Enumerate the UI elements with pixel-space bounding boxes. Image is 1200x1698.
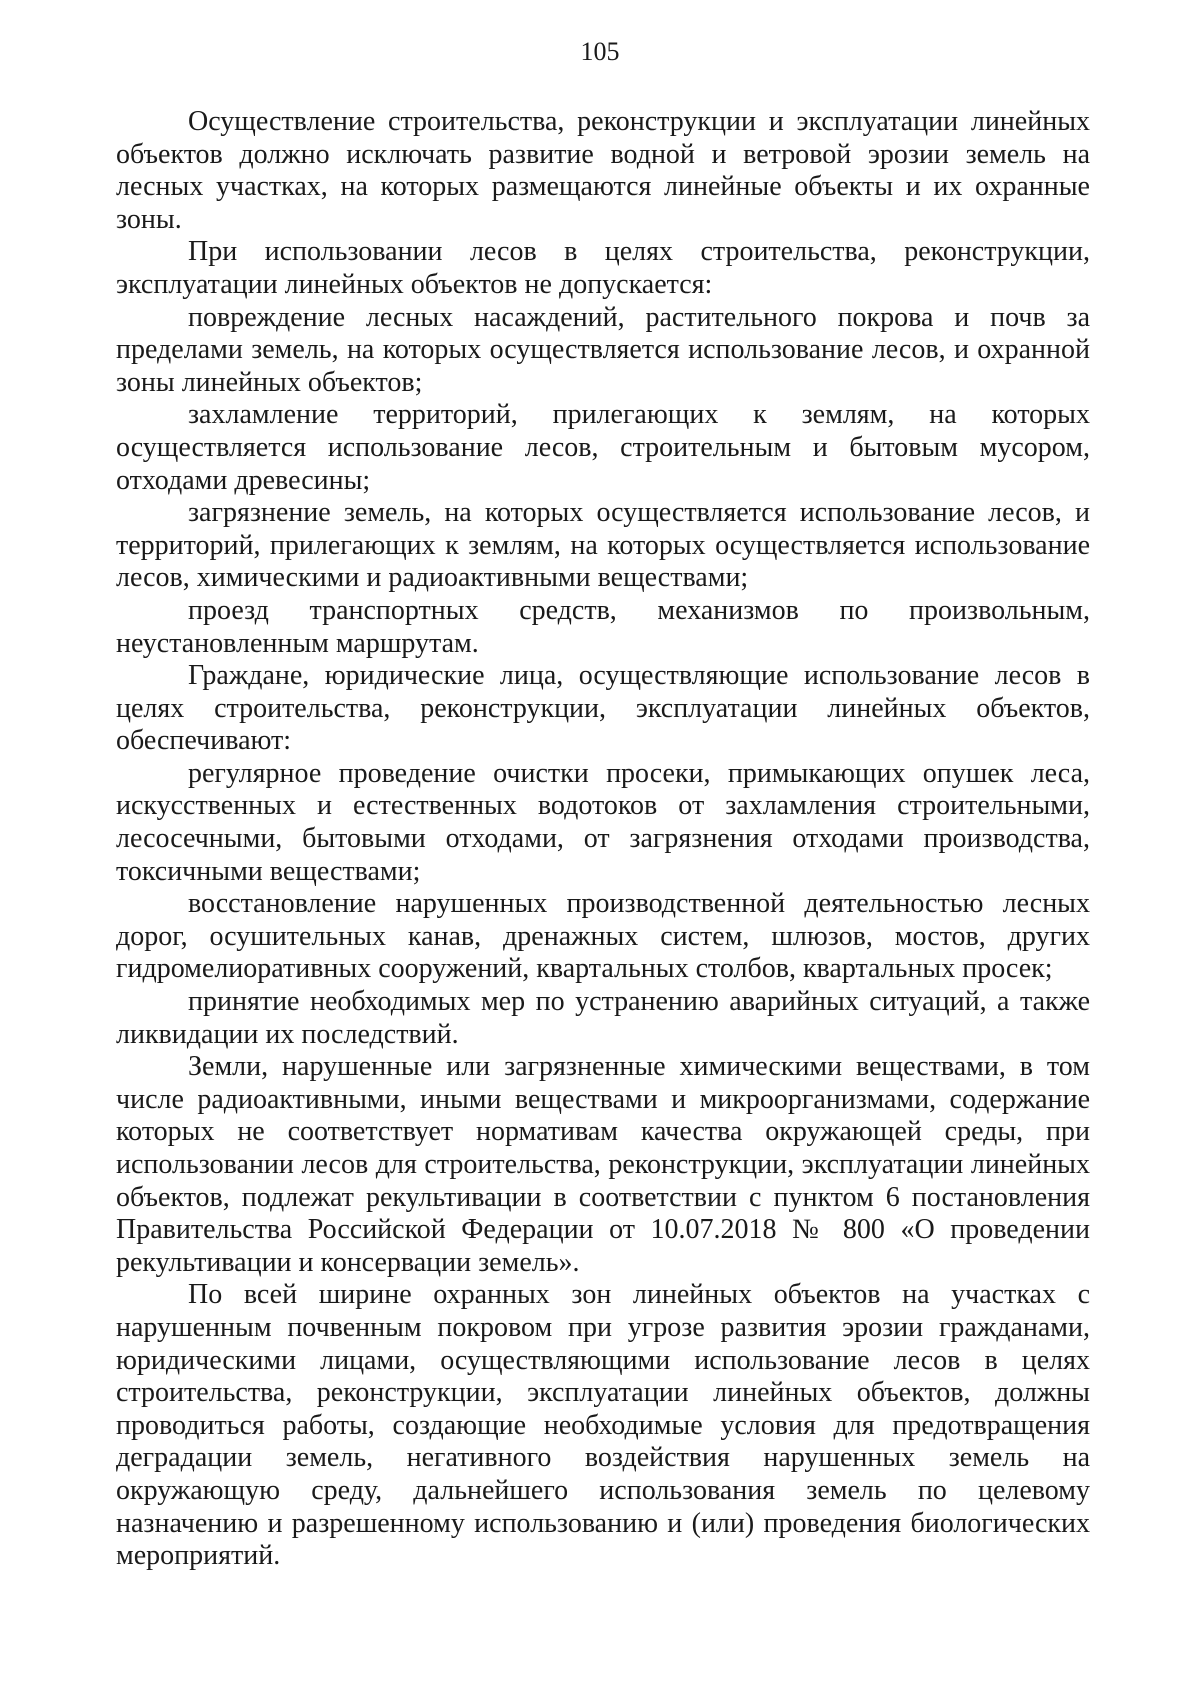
paragraph: повреждение лесных насаждений, растительного покрова и почв за пределами земель, на которых осуществляется использование лесов, и охранной зоны линейных объектов;	[116, 301, 1090, 398]
paragraph: Осуществление строительства, реконструкции и эксплуатации линейных объектов должно исключать развитие водной и ветровой эрозии земель на лесных участках, на которых размещаются линейные объекты и их охранные зоны.	[116, 106, 1090, 235]
paragraph: регулярное проведение очистки просеки, примыкающих опушек леса, искусственных и естественных водотоков от захламления строительными, лесосечными, бытовыми отходами, от загрязнения отходами производства, токсичными веществами;	[116, 757, 1090, 887]
paragraph: восстановление нарушенных производственной деятельностью лесных дорог, осушительных канав, дренажных систем, шлюзов, мостов, других гидромелиоративных сооружений, квартальных столбов, квартальных просек;	[116, 888, 1090, 985]
body-text	[116, 106, 1090, 1573]
page-number: 105	[580, 37, 620, 66]
paragraph: Земли, нарушенные или загрязненные химическими веществами, в том числе радиоактивными, иными веществами и микроорганизмами, содержание которых не соответствует нормативам качества окружающей среды, при использовании лесов для строительства, реконструкции, эксплуатации линейных объектов, подлежат рекультивации в соответствии с пунктом 6 постановления Правительства Российской Федерации от 10.07.2018 № 800 «О проведении рекультивации и консервации земель».	[116, 1051, 1090, 1278]
paragraph: принятие необходимых мер по устранению аварийных ситуаций, а также ликвидации их последствий.	[116, 986, 1090, 1050]
paragraph: При использовании лесов в целях строительства, реконструкции, эксплуатации линейных объектов не допускается:	[116, 236, 1090, 300]
paragraph: проезд транспортных средств, механизмов по произвольным, неустановленным маршрутам.	[116, 594, 1090, 659]
paragraph: По всей ширине охранных зон линейных объектов на участках с нарушенным почвенным покровом при угрозе развития эрозии гражданами, юридическими лицами, осуществляющими использование лесов в целях строительства, реконструкции, эксплуатации линейных объектов, должны проводиться работы, создающие необходимые условия для предотвращения деградации земель, негативного воздействия нарушенных земель на окружающую среду, дальнейшего использования земель по целевому назначению и разрешенному использованию и (или) проведения биологических мероприятий.	[116, 1279, 1090, 1572]
paragraph: Граждане, юридические лица, осуществляющие использование лесов в целях строительства, реконструкции, эксплуатации линейных объектов, обеспечивают:	[116, 660, 1090, 757]
paragraph: захламление территорий, прилегающих к землям, на которых осуществляется использование лесов, строительным и бытовым мусором, отходами древесины;	[116, 399, 1090, 496]
paragraph: загрязнение земель, на которых осуществляется использование лесов, и территорий, прилегающих к землям, на которых осуществляется использование лесов, химическими и радиоактивными веществами;	[116, 497, 1090, 594]
